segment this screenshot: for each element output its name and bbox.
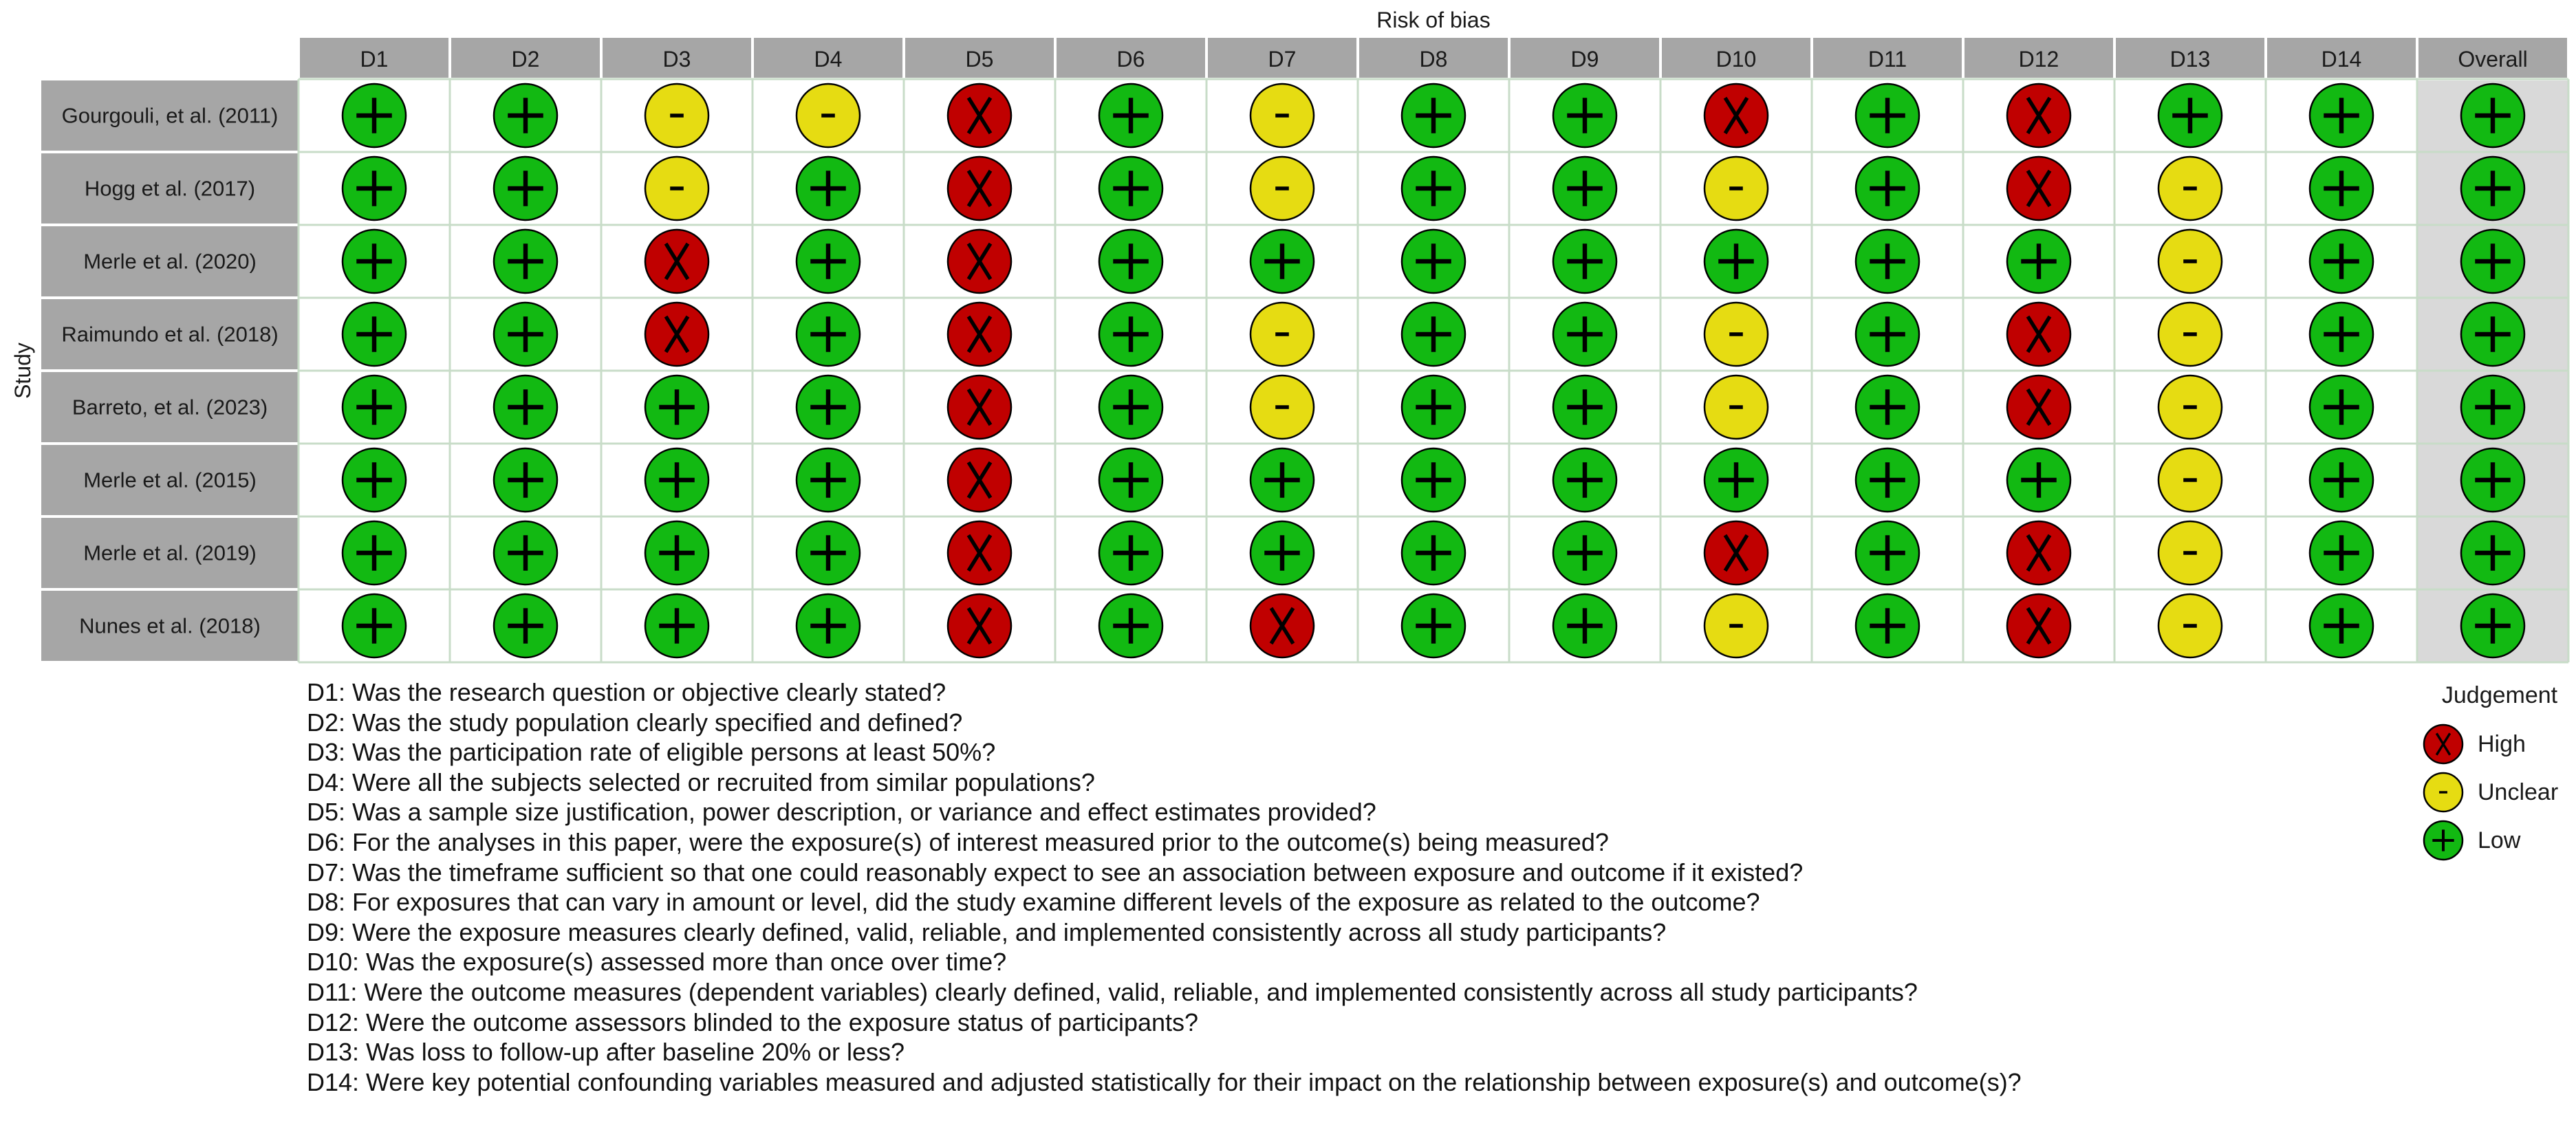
domain-question-2: D2: Was the study population clearly specified and defined? — [307, 708, 963, 737]
study-axis-label: Study — [10, 342, 35, 399]
domain-question-13: D13: Was loss to follow-up after baseline 20% or less? — [307, 1038, 905, 1067]
legend-label-unclear: Unclear — [2478, 779, 2559, 805]
domain-header-d7: D7 — [1268, 47, 1297, 72]
domain-question-9: D9: Were the exposure measures clearly defined, valid, reliable, and implemented consistently across all study participants? — [307, 917, 1667, 946]
study-label: Hogg et al. (2017) — [84, 176, 256, 201]
domain-question-12: D12: Were the outcome assessors blinded to the exposure status of participants? — [307, 1008, 1199, 1036]
domain-header-d14: D14 — [2321, 47, 2362, 72]
domain-question-7: D7: Was the timeframe sufficient so that one could reasonably expect to see an association between exposure and outcome if it existed? — [307, 858, 1804, 886]
domain-header-d11: D11 — [1868, 47, 1907, 72]
domain-header-d4: D4 — [814, 47, 843, 72]
domain-header-d10: D10 — [1715, 47, 1757, 72]
domain-header-d3: D3 — [662, 47, 691, 72]
chart-title: Risk of bias — [1376, 8, 1491, 32]
domain-question-6: D6: For the analyses in this paper, were the exposure(s) of interest measured prior to the outcome(s) being measured? — [307, 827, 1609, 856]
study-label: Raimundo et al. (2018) — [61, 322, 279, 347]
legend-label-low: Low — [2478, 827, 2521, 853]
domain-question-5: D5: Was a sample size justification, power description, or variance and effect estimates provided? — [307, 798, 1376, 827]
study-label: Merle et al. (2015) — [83, 468, 257, 492]
domain-header-d1: D1 — [360, 47, 389, 72]
domain-header-d9: D9 — [1570, 47, 1599, 72]
domain-question-3: D3: Was the participation rate of eligible persons at least 50%? — [307, 738, 996, 767]
domain-header-d6: D6 — [1116, 47, 1145, 72]
study-label: Merle et al. (2020) — [83, 249, 257, 274]
legend-label-high: High — [2478, 731, 2526, 757]
domain-header-d5: D5 — [965, 47, 994, 72]
domain-header-d8: D8 — [1419, 47, 1448, 72]
study-label: Barreto, et al. (2023) — [72, 395, 268, 420]
overall-header: Overall — [2458, 47, 2528, 72]
domain-header-d13: D13 — [2169, 47, 2211, 72]
domain-question-1: D1: Was the research question or objective clearly stated? — [307, 678, 946, 706]
domain-question-11: D11: Were the outcome measures (dependent variables) clearly defined, valid, reliable, and implemented consistently across all study participants? — [307, 977, 1918, 1006]
legend-title: Judgement — [2441, 682, 2558, 708]
domain-question-10: D10: Was the exposure(s) assessed more than once over time? — [307, 948, 1007, 977]
domain-header-d2: D2 — [511, 47, 540, 72]
study-label: Merle et al. (2019) — [83, 541, 257, 565]
study-label: Nunes et al. (2018) — [79, 613, 261, 638]
domain-question-14: D14: Were key potential confounding variables measured and adjusted statistically for their impact on the relationship between exposure(s) and outcome(s)? — [307, 1067, 2022, 1096]
domain-question-4: D4: Were all the subjects selected or recruited from similar populations? — [307, 768, 1095, 796]
study-label: Gourgouli, et al. (2011) — [61, 103, 279, 128]
domain-questions-list — [307, 677, 2336, 1097]
domain-question-8: D8: For exposures that can vary in amount or level, did the study examine different levels of the exposure as related to the outcome? — [307, 888, 1760, 917]
domain-header-d12: D12 — [2018, 47, 2059, 72]
